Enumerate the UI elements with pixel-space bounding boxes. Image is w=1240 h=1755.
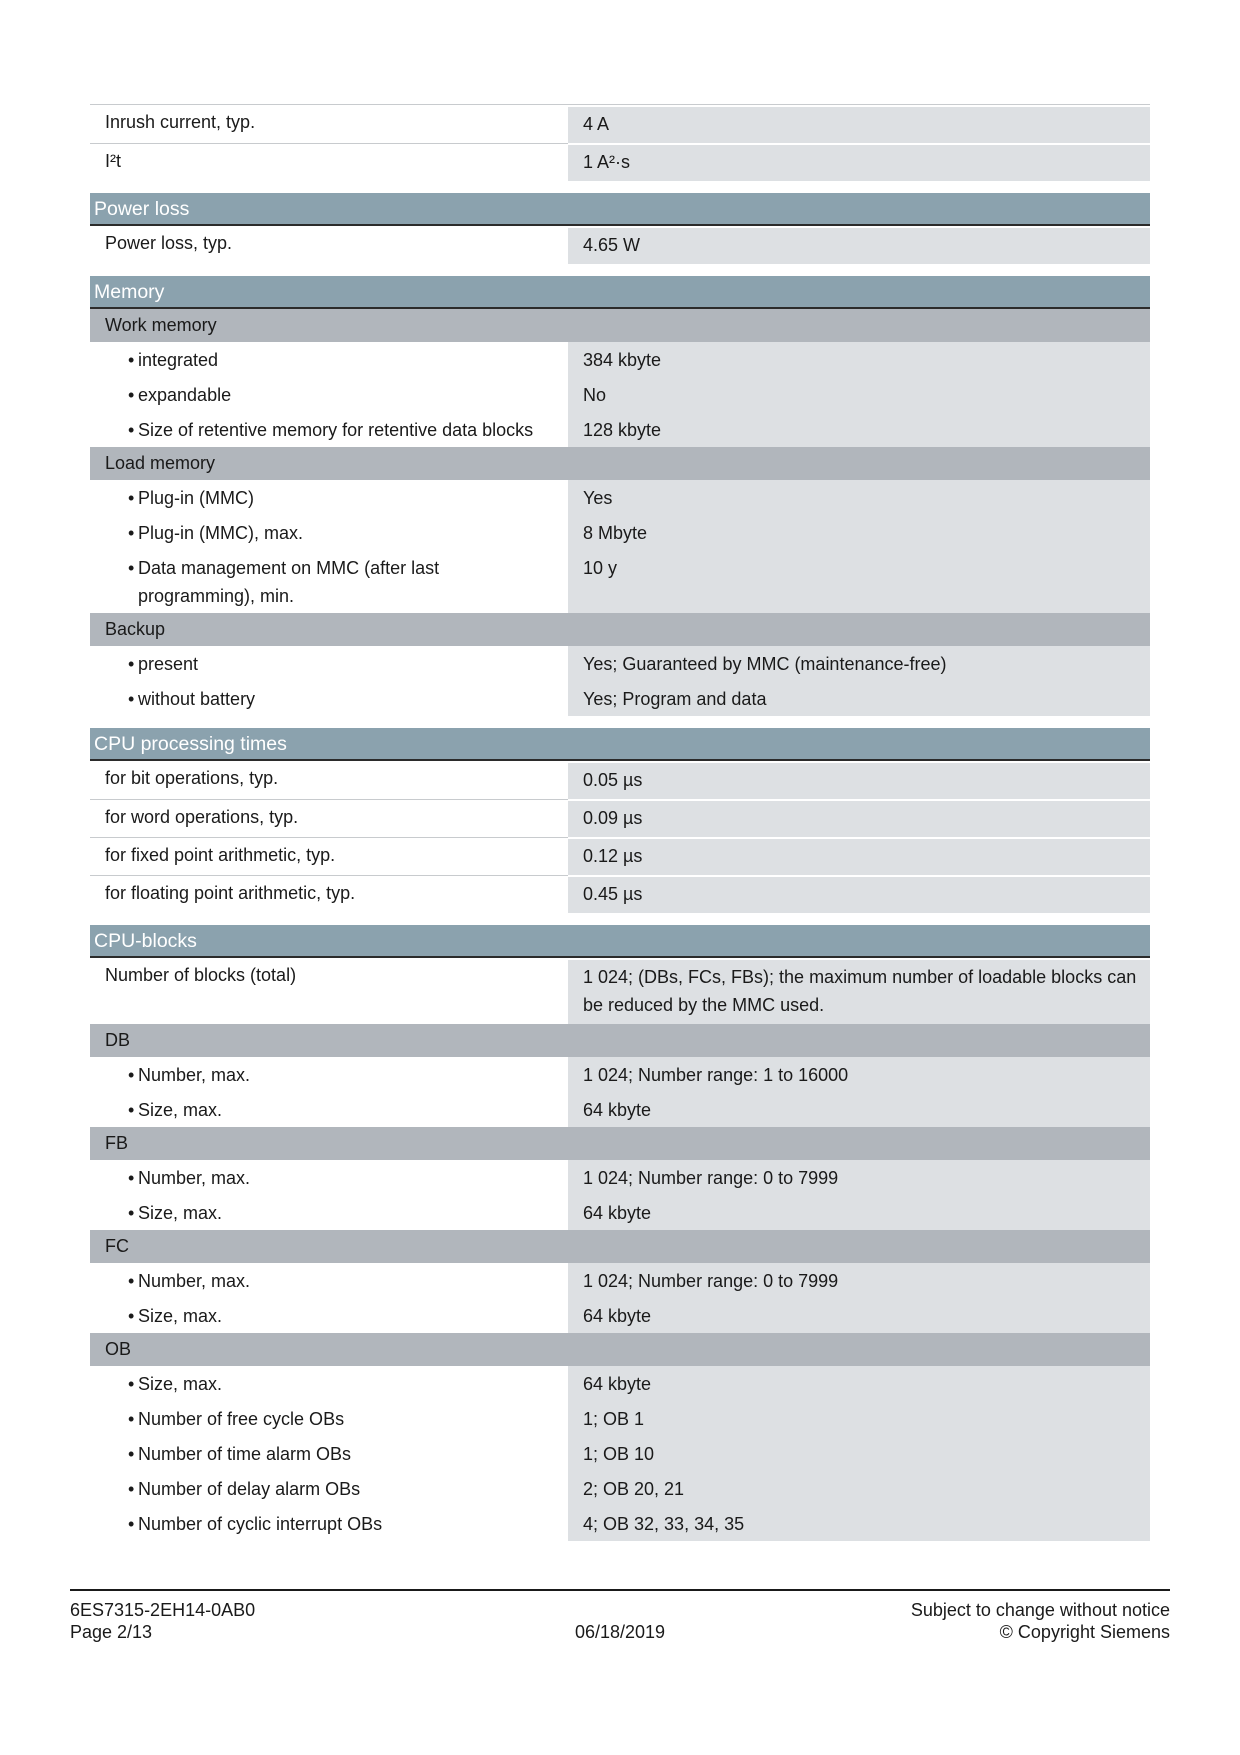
spec-row — [90, 480, 1150, 515]
spec-row — [90, 105, 1150, 143]
datasheet-page — [90, 104, 1150, 1553]
section-power-loss — [90, 193, 1150, 264]
section-cpu-processing-times — [90, 728, 1150, 913]
section-title: Power loss — [90, 193, 1150, 226]
spec-label: • Size, max. — [90, 1092, 568, 1127]
spec-label: Inrush current, typ. — [90, 105, 568, 143]
spec-value: 4 A — [568, 105, 1150, 143]
section-memory — [90, 276, 1150, 716]
spec-label: • Number, max. — [90, 1160, 568, 1195]
copyright: © Copyright Siemens — [999, 1622, 1170, 1642]
spec-row — [90, 681, 1150, 716]
spec-value: 64 kbyte — [568, 1092, 1150, 1127]
spec-value: 1 A²·s — [568, 143, 1150, 181]
spec-value: 2; OB 20, 21 — [568, 1471, 1150, 1506]
footer-date: 06/18/2019 — [574, 1622, 666, 1642]
spec-row — [90, 226, 1150, 264]
spec-value: Yes; Program and data — [568, 681, 1150, 716]
spec-value: 0.09 µs — [568, 799, 1150, 837]
spec-row — [90, 837, 1150, 875]
section-cpu-blocks — [90, 925, 1150, 1541]
spec-label: for fixed point arithmetic, typ. — [90, 837, 568, 875]
inrush-block — [90, 104, 1150, 181]
spec-value: 8 Mbyte — [568, 515, 1150, 550]
spec-value: 384 kbyte — [568, 342, 1150, 377]
spec-value: 1 024; Number range: 1 to 16000 — [568, 1057, 1150, 1092]
spec-value: 64 kbyte — [568, 1366, 1150, 1401]
spec-value: Yes; Guaranteed by MMC (maintenance-free) — [568, 646, 1150, 681]
subsection-title: DB — [90, 1024, 1150, 1057]
spec-label: • Size of retentive memory for retentive data blocks — [90, 412, 568, 447]
spec-label: • Number, max. — [90, 1057, 568, 1092]
spec-label: • present — [90, 646, 568, 681]
subsection-title: Work memory — [90, 309, 1150, 342]
spec-value: 1; OB 1 — [568, 1401, 1150, 1436]
spec-row — [90, 1263, 1150, 1298]
spec-value: 1 024; Number range: 0 to 7999 — [568, 1160, 1150, 1195]
section-title: CPU processing times — [90, 728, 1150, 761]
spec-row — [90, 1401, 1150, 1436]
spec-row — [90, 799, 1150, 837]
spec-value: 1 024; Number range: 0 to 7999 — [568, 1263, 1150, 1298]
subsection-title: OB — [90, 1333, 1150, 1366]
spec-row — [90, 377, 1150, 412]
spec-row — [90, 646, 1150, 681]
spec-row — [90, 550, 1150, 613]
spec-value: 4.65 W — [568, 226, 1150, 264]
spec-row — [90, 958, 1150, 1024]
spec-row — [90, 1506, 1150, 1541]
spec-row — [90, 875, 1150, 913]
spec-value: 1 024; (DBs, FCs, FBs); the maximum number of loadable blocks can be reduced by the MMC used. — [568, 958, 1150, 1024]
spec-value: 0.45 µs — [568, 875, 1150, 913]
spec-label: Power loss, typ. — [90, 226, 568, 264]
spec-row — [90, 1195, 1150, 1230]
spec-row — [90, 1298, 1150, 1333]
spec-value: 64 kbyte — [568, 1195, 1150, 1230]
spec-row — [90, 1057, 1150, 1092]
spec-label: for bit operations, typ. — [90, 761, 568, 799]
spec-label: • without battery — [90, 681, 568, 716]
spec-row — [90, 143, 1150, 181]
section-title: CPU-blocks — [90, 925, 1150, 958]
spec-label: • Number of delay alarm OBs — [90, 1471, 568, 1506]
spec-row — [90, 412, 1150, 447]
spec-label: • Number of cyclic interrupt OBs — [90, 1506, 568, 1541]
spec-label: • Number of time alarm OBs — [90, 1436, 568, 1471]
section-title: Memory — [90, 276, 1150, 309]
subsection-title: Load memory — [90, 447, 1150, 480]
spec-value: 10 y — [568, 550, 1150, 613]
spec-row — [90, 342, 1150, 377]
spec-row — [90, 515, 1150, 550]
spec-value: Yes — [568, 480, 1150, 515]
spec-row — [90, 1436, 1150, 1471]
spec-value: 64 kbyte — [568, 1298, 1150, 1333]
spec-label: for word operations, typ. — [90, 799, 568, 837]
spec-value: 0.12 µs — [568, 837, 1150, 875]
subsection-title: FB — [90, 1127, 1150, 1160]
spec-row — [90, 1092, 1150, 1127]
spec-label: • expandable — [90, 377, 568, 412]
subsection-title: FC — [90, 1230, 1150, 1263]
spec-label: • Plug-in (MMC), max. — [90, 515, 568, 550]
spec-row — [90, 761, 1150, 799]
spec-value: 4; OB 32, 33, 34, 35 — [568, 1506, 1150, 1541]
spec-label: • Number, max. — [90, 1263, 568, 1298]
footer-right — [911, 1599, 1170, 1643]
spec-value: No — [568, 377, 1150, 412]
part-number: 6ES7315-2EH14-0AB0 — [70, 1600, 256, 1620]
page-footer — [70, 1589, 1170, 1642]
page-number: Page 2/13 — [70, 1622, 153, 1642]
spec-row — [90, 1160, 1150, 1195]
spec-row — [90, 1471, 1150, 1506]
spec-row — [90, 1366, 1150, 1401]
change-notice: Subject to change without notice — [910, 1600, 1170, 1620]
spec-label: • Number of free cycle OBs — [90, 1401, 568, 1436]
spec-label: Number of blocks (total) — [90, 958, 568, 1024]
spec-value: 1; OB 10 — [568, 1436, 1150, 1471]
spec-label: • Size, max. — [90, 1195, 568, 1230]
spec-label: for floating point arithmetic, typ. — [90, 875, 568, 913]
spec-label: • Size, max. — [90, 1298, 568, 1333]
subsection-title: Backup — [90, 613, 1150, 646]
spec-value: 128 kbyte — [568, 412, 1150, 447]
spec-label: • Data management on MMC (after last programming), min. — [90, 550, 568, 613]
spec-label: • Size, max. — [90, 1366, 568, 1401]
spec-label: • Plug-in (MMC) — [90, 480, 568, 515]
spec-label: I²t — [90, 143, 568, 181]
spec-value: 0.05 µs — [568, 761, 1150, 799]
spec-label: • integrated — [90, 342, 568, 377]
